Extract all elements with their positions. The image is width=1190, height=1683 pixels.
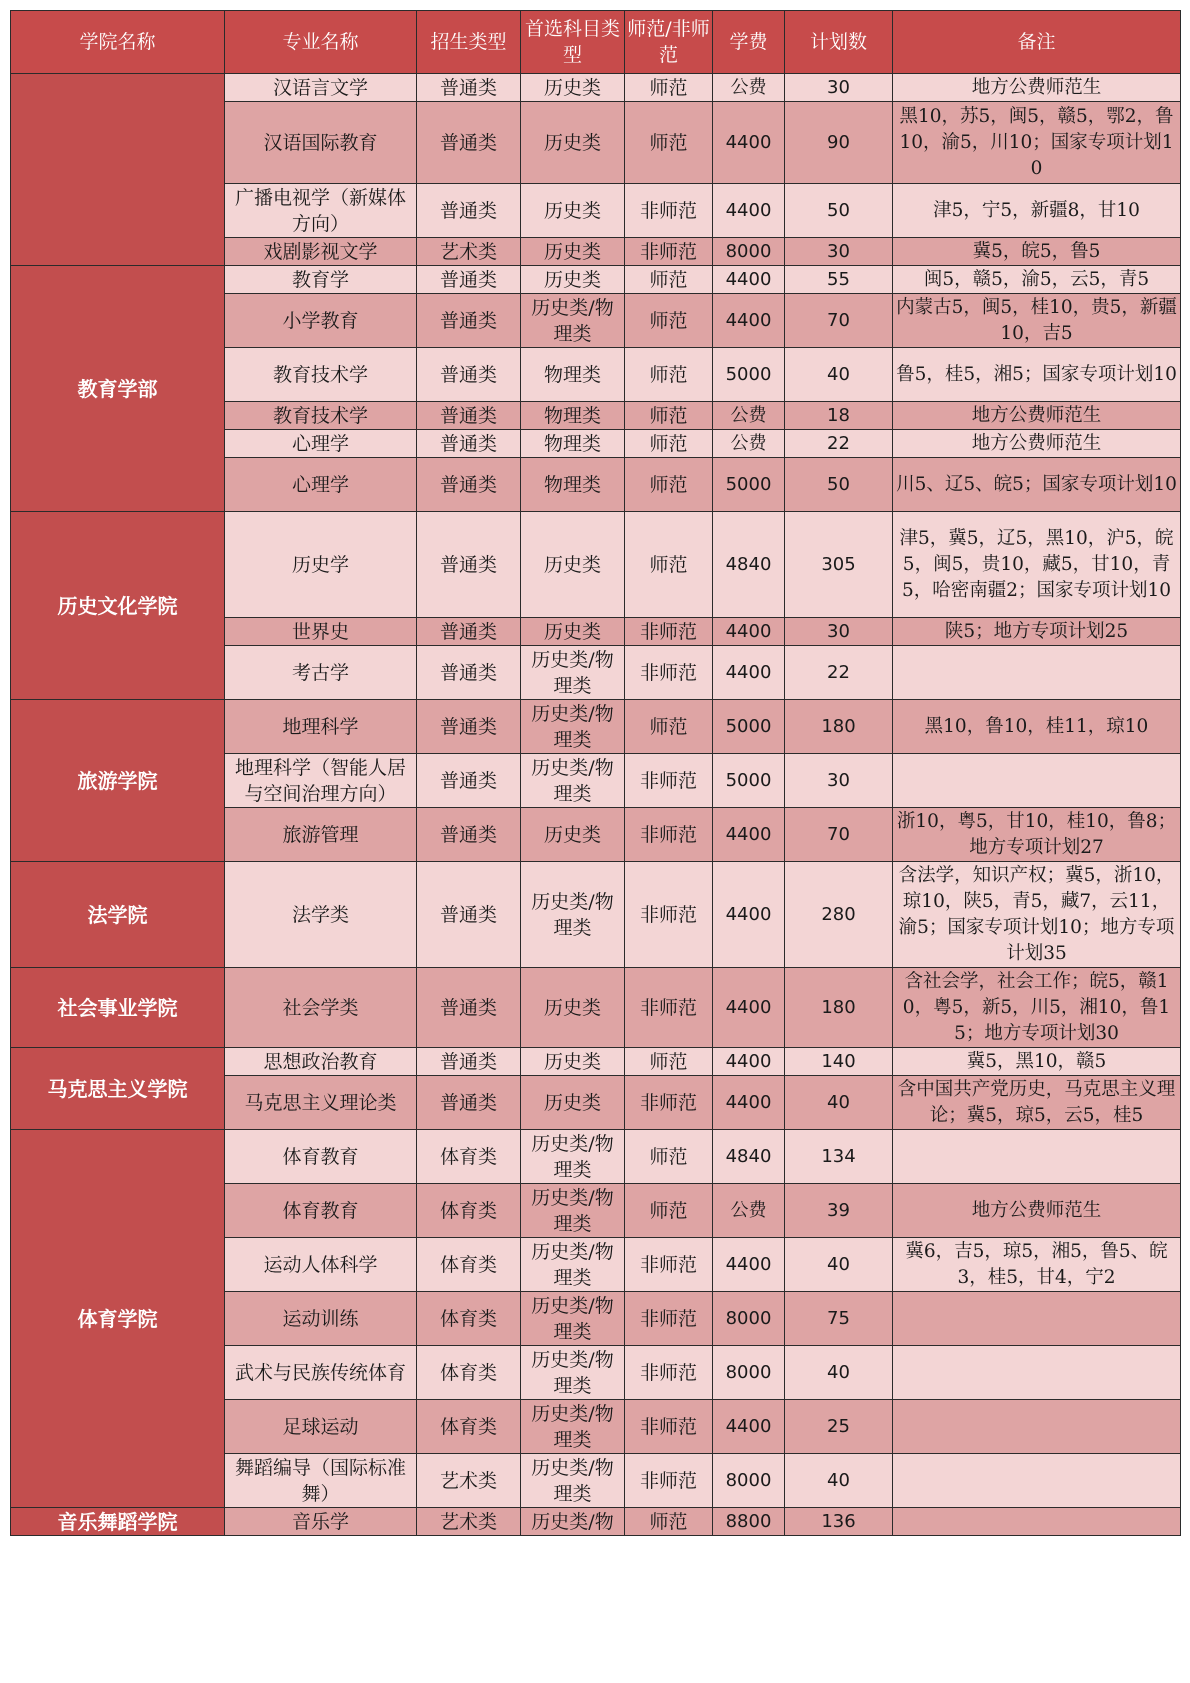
normal-type-cell: 非师范	[625, 1238, 713, 1292]
normal-type-cell: 师范	[625, 430, 713, 458]
subject-type-cell: 物理类	[521, 458, 625, 512]
major-name-cell: 运动人体科学	[225, 1238, 417, 1292]
tuition-cell: 5000	[713, 754, 785, 808]
major-name-cell: 心理学	[225, 458, 417, 512]
remarks-cell: 含社会学，社会工作；皖5，赣10，粤5，新5，川5，湘10，鲁15；地方专项计划30	[893, 968, 1181, 1048]
tuition-cell: 8000	[713, 1292, 785, 1346]
major-name-cell: 汉语言文学	[225, 74, 417, 102]
table-row	[11, 862, 1181, 968]
tuition-cell: 4400	[713, 1400, 785, 1454]
remarks-cell: 川5、辽5、皖5；国家专项计划10	[893, 458, 1181, 512]
remarks-cell: 黑10，鲁10，桂11，琼10	[893, 700, 1181, 754]
subject-type-cell: 历史类	[521, 1076, 625, 1130]
normal-type-cell: 非师范	[625, 1346, 713, 1400]
enroll-type-cell: 普通类	[417, 754, 521, 808]
normal-type-cell: 师范	[625, 700, 713, 754]
remarks-cell: 陕5；地方专项计划25	[893, 618, 1181, 646]
enroll-type-cell: 普通类	[417, 646, 521, 700]
plan-count-cell: 136	[785, 1508, 893, 1536]
normal-type-cell: 师范	[625, 1130, 713, 1184]
tuition-cell: 公费	[713, 430, 785, 458]
header-normal-type: 师范/非师范	[625, 11, 713, 74]
enroll-type-cell: 普通类	[417, 512, 521, 618]
major-name-cell: 法学类	[225, 862, 417, 968]
normal-type-cell: 非师范	[625, 1292, 713, 1346]
tuition-cell: 公费	[713, 1184, 785, 1238]
remarks-cell: 黑10，苏5，闽5，赣5，鄂2，鲁10，渝5，川10；国家专项计划10	[893, 102, 1181, 184]
header-plan-count: 计划数	[785, 11, 893, 74]
plan-count-cell: 40	[785, 1346, 893, 1400]
remarks-cell	[893, 1292, 1181, 1346]
major-name-cell: 汉语国际教育	[225, 102, 417, 184]
plan-count-cell: 39	[785, 1184, 893, 1238]
subject-type-cell: 历史类	[521, 1048, 625, 1076]
table-row	[11, 968, 1181, 1048]
tuition-cell: 4400	[713, 808, 785, 862]
plan-count-cell: 18	[785, 402, 893, 430]
enroll-type-cell: 普通类	[417, 618, 521, 646]
major-name-cell: 广播电视学（新媒体方向）	[225, 184, 417, 238]
table-body	[11, 74, 1181, 1536]
normal-type-cell: 非师范	[625, 754, 713, 808]
normal-type-cell: 师范	[625, 266, 713, 294]
subject-type-cell: 历史类	[521, 512, 625, 618]
remarks-cell: 地方公费师范生	[893, 1184, 1181, 1238]
tuition-cell: 4400	[713, 968, 785, 1048]
major-name-cell: 教育技术学	[225, 402, 417, 430]
subject-type-cell: 物理类	[521, 348, 625, 402]
plan-count-cell: 22	[785, 430, 893, 458]
subject-type-cell: 历史类/物理类	[521, 1346, 625, 1400]
subject-type-cell: 历史类/物理类	[521, 1238, 625, 1292]
remarks-cell: 冀5，黑10，赣5	[893, 1048, 1181, 1076]
remarks-cell: 内蒙古5，闽5，桂10，贵5，新疆10，吉5	[893, 294, 1181, 348]
major-name-cell: 武术与民族传统体育	[225, 1346, 417, 1400]
tuition-cell: 4400	[713, 294, 785, 348]
plan-count-cell: 134	[785, 1130, 893, 1184]
major-name-cell: 社会学类	[225, 968, 417, 1048]
enroll-type-cell: 普通类	[417, 862, 521, 968]
major-name-cell: 历史学	[225, 512, 417, 618]
tuition-cell: 5000	[713, 348, 785, 402]
subject-type-cell: 物理类	[521, 430, 625, 458]
subject-type-cell: 历史类	[521, 266, 625, 294]
normal-type-cell: 非师范	[625, 1076, 713, 1130]
remarks-cell: 冀5，皖5，鲁5	[893, 238, 1181, 266]
tuition-cell: 4400	[713, 266, 785, 294]
major-name-cell: 体育教育	[225, 1184, 417, 1238]
subject-type-cell: 历史类/物理类	[521, 1130, 625, 1184]
header-subject-type: 首选科目类型	[521, 11, 625, 74]
enroll-type-cell: 体育类	[417, 1346, 521, 1400]
normal-type-cell: 师范	[625, 1184, 713, 1238]
remarks-cell: 冀6，吉5，琼5，湘5，鲁5、皖3，桂5，甘4，宁2	[893, 1238, 1181, 1292]
table-row	[11, 1130, 1181, 1184]
subject-type-cell: 历史类/物理类	[521, 1184, 625, 1238]
normal-type-cell: 师范	[625, 458, 713, 512]
enroll-type-cell: 普通类	[417, 266, 521, 294]
major-name-cell: 音乐学	[225, 1508, 417, 1536]
tuition-cell: 4400	[713, 1238, 785, 1292]
college-name-cell: 旅游学院	[11, 700, 225, 862]
remarks-cell	[893, 1130, 1181, 1184]
subject-type-cell: 历史类/物理类	[521, 700, 625, 754]
enroll-type-cell: 艺术类	[417, 1508, 521, 1536]
header-row	[11, 11, 1181, 74]
header-remarks: 备注	[893, 11, 1181, 74]
plan-count-cell: 280	[785, 862, 893, 968]
plan-count-cell: 70	[785, 294, 893, 348]
plan-count-cell: 180	[785, 968, 893, 1048]
remarks-cell	[893, 1400, 1181, 1454]
remarks-cell: 鲁5，桂5，湘5；国家专项计划10	[893, 348, 1181, 402]
normal-type-cell: 非师范	[625, 646, 713, 700]
normal-type-cell: 非师范	[625, 808, 713, 862]
plan-count-cell: 70	[785, 808, 893, 862]
enroll-type-cell: 体育类	[417, 1238, 521, 1292]
college-name-cell: 音乐舞蹈学院	[11, 1508, 225, 1536]
plan-count-cell: 30	[785, 74, 893, 102]
major-name-cell: 地理科学	[225, 700, 417, 754]
subject-type-cell: 历史类/物	[521, 1508, 625, 1536]
normal-type-cell: 非师范	[625, 1454, 713, 1508]
normal-type-cell: 师范	[625, 1508, 713, 1536]
header-major: 专业名称	[225, 11, 417, 74]
subject-type-cell: 物理类	[521, 402, 625, 430]
enroll-type-cell: 体育类	[417, 1130, 521, 1184]
tuition-cell: 公费	[713, 74, 785, 102]
major-name-cell: 心理学	[225, 430, 417, 458]
college-name-cell: 历史文化学院	[11, 512, 225, 700]
table-row	[11, 700, 1181, 754]
enroll-type-cell: 艺术类	[417, 1454, 521, 1508]
plan-count-cell: 305	[785, 512, 893, 618]
plan-count-cell: 40	[785, 1454, 893, 1508]
subject-type-cell: 历史类	[521, 968, 625, 1048]
table-row	[11, 74, 1181, 102]
plan-count-cell: 50	[785, 184, 893, 238]
tuition-cell: 4840	[713, 1130, 785, 1184]
plan-count-cell: 180	[785, 700, 893, 754]
college-name-cell: 社会事业学院	[11, 968, 225, 1048]
tuition-cell: 5000	[713, 700, 785, 754]
plan-count-cell: 30	[785, 238, 893, 266]
remarks-cell	[893, 754, 1181, 808]
plan-count-cell: 22	[785, 646, 893, 700]
tuition-cell: 4840	[713, 512, 785, 618]
enroll-type-cell: 普通类	[417, 74, 521, 102]
tuition-cell: 4400	[713, 1076, 785, 1130]
major-name-cell: 思想政治教育	[225, 1048, 417, 1076]
plan-count-cell: 40	[785, 1076, 893, 1130]
remarks-cell: 津5，宁5，新疆8，甘10	[893, 184, 1181, 238]
normal-type-cell: 师范	[625, 1048, 713, 1076]
enroll-type-cell: 普通类	[417, 1048, 521, 1076]
remarks-cell: 津5，冀5，辽5，黑10，沪5，皖5，闽5，贵10，藏5，甘10，青5，哈密南疆2；国家专项计划10	[893, 512, 1181, 618]
enrollment-plan-sheet	[10, 10, 1180, 1536]
tuition-cell: 8000	[713, 1346, 785, 1400]
table-row	[11, 1508, 1181, 1536]
tuition-cell: 4400	[713, 862, 785, 968]
tuition-cell: 8800	[713, 1508, 785, 1536]
plan-count-cell: 25	[785, 1400, 893, 1454]
normal-type-cell: 非师范	[625, 862, 713, 968]
plan-count-cell: 90	[785, 102, 893, 184]
subject-type-cell: 历史类	[521, 238, 625, 266]
tuition-cell: 4400	[713, 646, 785, 700]
normal-type-cell: 非师范	[625, 238, 713, 266]
enroll-type-cell: 普通类	[417, 1076, 521, 1130]
enroll-type-cell: 普通类	[417, 402, 521, 430]
header-enroll-type: 招生类型	[417, 11, 521, 74]
subject-type-cell: 历史类	[521, 74, 625, 102]
remarks-cell: 地方公费师范生	[893, 430, 1181, 458]
enroll-type-cell: 普通类	[417, 430, 521, 458]
subject-type-cell: 历史类	[521, 808, 625, 862]
major-name-cell: 教育学	[225, 266, 417, 294]
college-name-cell: 法学院	[11, 862, 225, 968]
remarks-cell: 闽5，赣5，渝5，云5，青5	[893, 266, 1181, 294]
major-name-cell: 旅游管理	[225, 808, 417, 862]
remarks-cell: 地方公费师范生	[893, 402, 1181, 430]
subject-type-cell: 历史类/物理类	[521, 862, 625, 968]
remarks-cell	[893, 1346, 1181, 1400]
plan-count-cell: 50	[785, 458, 893, 512]
enroll-type-cell: 普通类	[417, 294, 521, 348]
college-name-cell	[11, 74, 225, 266]
tuition-cell: 8000	[713, 238, 785, 266]
enroll-type-cell: 普通类	[417, 808, 521, 862]
table-row	[11, 266, 1181, 294]
normal-type-cell: 非师范	[625, 618, 713, 646]
tuition-cell: 4400	[713, 1048, 785, 1076]
remarks-cell: 含法学，知识产权；冀5，浙10，琼10，陕5，青5，藏7，云11，渝5；国家专项计划10；地方专项计划35	[893, 862, 1181, 968]
enroll-type-cell: 体育类	[417, 1184, 521, 1238]
remarks-cell: 浙10，粤5，甘10，桂10，鲁8；地方专项计划27	[893, 808, 1181, 862]
subject-type-cell: 历史类	[521, 618, 625, 646]
normal-type-cell: 师范	[625, 102, 713, 184]
subject-type-cell: 历史类	[521, 184, 625, 238]
major-name-cell: 小学教育	[225, 294, 417, 348]
remarks-cell: 地方公费师范生	[893, 74, 1181, 102]
major-name-cell: 考古学	[225, 646, 417, 700]
subject-type-cell: 历史类/物理类	[521, 646, 625, 700]
enroll-type-cell: 普通类	[417, 700, 521, 754]
plan-count-cell: 75	[785, 1292, 893, 1346]
plan-count-cell: 30	[785, 754, 893, 808]
subject-type-cell: 历史类/物理类	[521, 1400, 625, 1454]
subject-type-cell: 历史类	[521, 102, 625, 184]
major-name-cell: 马克思主义理论类	[225, 1076, 417, 1130]
table-row	[11, 1048, 1181, 1076]
remarks-cell: 含中国共产党历史，马克思主义理论；冀5，琼5，云5，桂5	[893, 1076, 1181, 1130]
enroll-type-cell: 艺术类	[417, 238, 521, 266]
major-name-cell: 教育技术学	[225, 348, 417, 402]
remarks-cell	[893, 646, 1181, 700]
enroll-type-cell: 普通类	[417, 348, 521, 402]
major-name-cell: 舞蹈编导（国际标准舞）	[225, 1454, 417, 1508]
subject-type-cell: 历史类/物理类	[521, 1454, 625, 1508]
major-name-cell: 足球运动	[225, 1400, 417, 1454]
normal-type-cell: 师范	[625, 402, 713, 430]
tuition-cell: 4400	[713, 618, 785, 646]
table-row	[11, 512, 1181, 618]
header-college: 学院名称	[11, 11, 225, 74]
plan-count-cell: 30	[785, 618, 893, 646]
major-name-cell: 运动训练	[225, 1292, 417, 1346]
plan-count-cell: 40	[785, 1238, 893, 1292]
normal-type-cell: 师范	[625, 74, 713, 102]
remarks-cell	[893, 1508, 1181, 1536]
subject-type-cell: 历史类/物理类	[521, 754, 625, 808]
normal-type-cell: 非师范	[625, 184, 713, 238]
normal-type-cell: 非师范	[625, 1400, 713, 1454]
plan-count-cell: 40	[785, 348, 893, 402]
normal-type-cell: 非师范	[625, 968, 713, 1048]
major-name-cell: 世界史	[225, 618, 417, 646]
normal-type-cell: 师范	[625, 512, 713, 618]
tuition-cell: 公费	[713, 402, 785, 430]
college-name-cell: 马克思主义学院	[11, 1048, 225, 1130]
tuition-cell: 4400	[713, 184, 785, 238]
enroll-type-cell: 普通类	[417, 102, 521, 184]
enroll-type-cell: 普通类	[417, 184, 521, 238]
subject-type-cell: 历史类/物理类	[521, 294, 625, 348]
plan-count-cell: 55	[785, 266, 893, 294]
plan-count-cell: 140	[785, 1048, 893, 1076]
enroll-type-cell: 普通类	[417, 968, 521, 1048]
tuition-cell: 8000	[713, 1454, 785, 1508]
college-name-cell: 体育学院	[11, 1130, 225, 1508]
normal-type-cell: 师范	[625, 294, 713, 348]
header-tuition: 学费	[713, 11, 785, 74]
normal-type-cell: 师范	[625, 348, 713, 402]
enrollment-plan-table	[10, 10, 1181, 1536]
enroll-type-cell: 普通类	[417, 458, 521, 512]
tuition-cell: 4400	[713, 102, 785, 184]
enroll-type-cell: 体育类	[417, 1292, 521, 1346]
major-name-cell: 戏剧影视文学	[225, 238, 417, 266]
remarks-cell	[893, 1454, 1181, 1508]
subject-type-cell: 历史类/物理类	[521, 1292, 625, 1346]
major-name-cell: 地理科学（智能人居与空间治理方向）	[225, 754, 417, 808]
college-name-cell: 教育学部	[11, 266, 225, 512]
major-name-cell: 体育教育	[225, 1130, 417, 1184]
tuition-cell: 5000	[713, 458, 785, 512]
enroll-type-cell: 体育类	[417, 1400, 521, 1454]
